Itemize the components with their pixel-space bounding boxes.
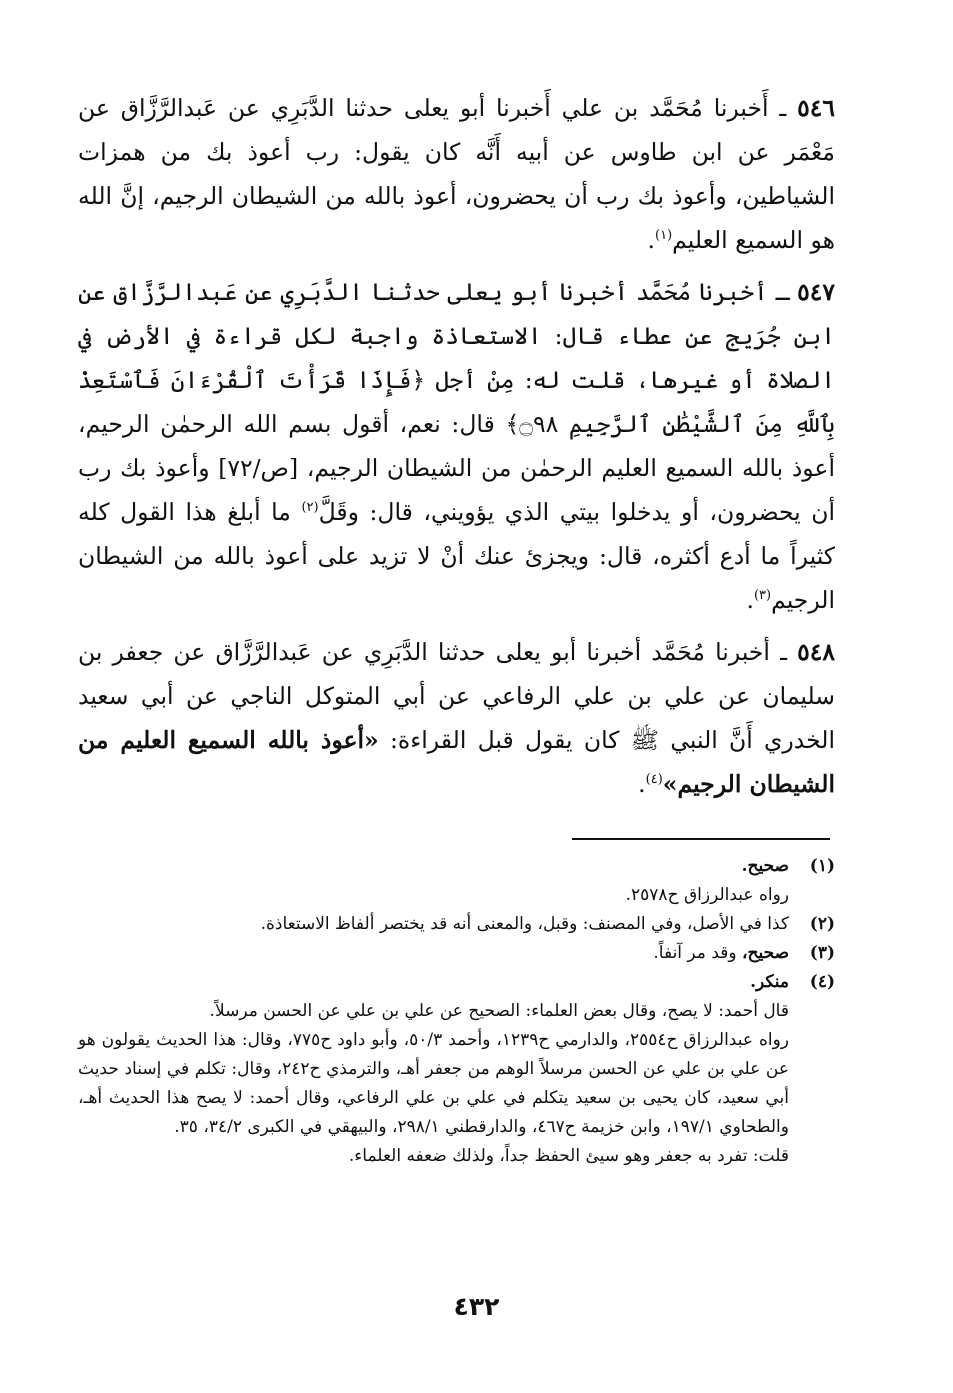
footnote-4-line: قال أحمد: لا يصح، وقال بعض العلماء: الصحيح عن علي بن علي عن الحسن مرسلاً. xyxy=(209,1001,789,1021)
hadith-number: ٥٤٧ xyxy=(797,278,835,306)
footnote-grade: صحيح. xyxy=(741,856,789,876)
footnote-4-line: قلت: تفرد به جعفر وهو سيئ الحفظ جداً، ولذلك ضعفه العلماء. xyxy=(348,1146,789,1166)
footnote-number: (٤) xyxy=(809,972,835,992)
hadith-text: ـ أَخبرنا مُحَمَّد بن علي أَخبرنا أبو يعلى حدثنا الدَّبَرِي عن عَبدالرَّزَّاق عن مَعْمَر عن ابن طاوس عن أبيه أَنَّه كان يقول: رب أعوذ بك من همزات الشياطين، وأعوذ بك رب أن يحضرون، أعوذ بالله من الشيطان الرجيم، إنَّ الله هو السميع العليم xyxy=(78,94,835,254)
page-number: ٤٣٢ xyxy=(453,1292,500,1321)
footnote-text: وقد مر آنفاً. xyxy=(653,943,742,963)
footnote-1 xyxy=(78,852,835,881)
footnote-3 xyxy=(78,939,835,968)
footnotes xyxy=(78,852,835,1171)
hadith-end: . xyxy=(638,770,646,798)
footnote-ref: (٢) xyxy=(301,500,319,516)
hadith-text-continued: ما أبلغ هذا القول كله كثيراً ما أدع أكثره، قال: ويجزئ عنك أنْ لا تزيد على أعوذ بالله من الشيطان الرجيم xyxy=(78,498,835,614)
footnote-number: (١) xyxy=(809,856,835,876)
hadith-text: ـ أخبرنا مُحَمَّد أخبرنا أبو يعلى حدثنا الدَّبَرِي عن عَبدالرَّزَّاق عن جعفر بن سليمان عن علي بن علي الرفاعي عن أبي المتوكل الناجي عن أبي سعيد الخدري أَنَّ النبي ﷺ كان يقول قبل القراءة: xyxy=(78,638,835,754)
footnote-divider xyxy=(572,838,830,840)
hadith-548 xyxy=(78,630,835,806)
hadith-number: ٥٤٨ xyxy=(797,638,835,666)
footnote-grade: منكر. xyxy=(750,972,789,992)
footnote-text: كذا في الأصل، وفي المصنف: وقبل، والمعنى أنه قد يختصر ألفاظ الاستعاذة. xyxy=(260,914,789,934)
footnote-1-line: رواه عبدالرزاق ح٢٥٧٨. xyxy=(625,885,789,905)
hadith-546 xyxy=(78,86,835,262)
footnote-ref: (٣) xyxy=(753,588,772,604)
footnote-4 xyxy=(78,968,835,997)
hadith-number: ٥٤٦ xyxy=(797,94,835,122)
hadith-quote: «أعوذ بالله السميع العليم من الشيطان الرجيم» xyxy=(78,726,835,798)
footnote-4-line: رواه عبدالرزاق ح٢٥٥٤، والدارمي ح١٢٣٩، وأحمد ٥٠/٣، وأبو داود ح٧٧٥، وقال: هذا الحديث يقولون هو عن علي بن علي عن الحسن مرسلاً الوهم من جعفر أهـ، والترمذي ح٢٤٢، وقال: تكلم في إسناد حديث أبي سعيد، كان يحيى بن سعيد يتكلم في علي بن علي الرفاعي، وقال أحمد: لا يصح هذا الحديث أهـ، والطحاوي ١٩٧/١، وابن خزيمة ح٤٦٧، والدارقطني ٢٩٨/١، والبيهقي في الكبرى ٣٤/٢، ٣٥. xyxy=(78,1030,789,1137)
footnote-ref: (١) xyxy=(655,228,673,244)
hadith-end: . xyxy=(647,226,655,254)
footnote-number: (٣) xyxy=(809,943,835,963)
hadith-end: . xyxy=(746,586,754,614)
footnote-ref: (٤) xyxy=(645,772,663,788)
footnote-grade: صحيح، xyxy=(742,943,789,963)
footnote-2 xyxy=(78,910,835,939)
hadith-547 xyxy=(78,270,835,622)
hadith-text: ـ أخبرنا مُحَمَّد أخبرنا أبو يعلى حدثنا الدَّبَرِي عن عَبدالرَّزَّاق عن ابن جُرَيج عن عطاء قال: الاستعاذة واجبة لكل قراءة في الأرض في الصلاة أو غيرها، قلت له: مِنْ أجل ﴿فَإِذَا قَرَأْتَ ٱلْقُرْءَانَ فَٱسْتَعِذْ بِٱللَّهِ مِنَ ٱلشَّيْطَٰنِ ٱلرَّجِيمِ ۝٩٨﴾ قال: نعم، أقول بسم الله الرحمٰن الرحيم، أعوذ بالله السميع العليم الرحمٰن من الشيطان الرجيم، [ص/٧٢] وأعوذ بك رب أن يحضرون، أو يدخلوا بيتي الذي يؤويني، قال: وقَلَّ xyxy=(78,278,835,526)
footnote-number: (٢) xyxy=(809,914,835,934)
main-text xyxy=(78,86,835,814)
